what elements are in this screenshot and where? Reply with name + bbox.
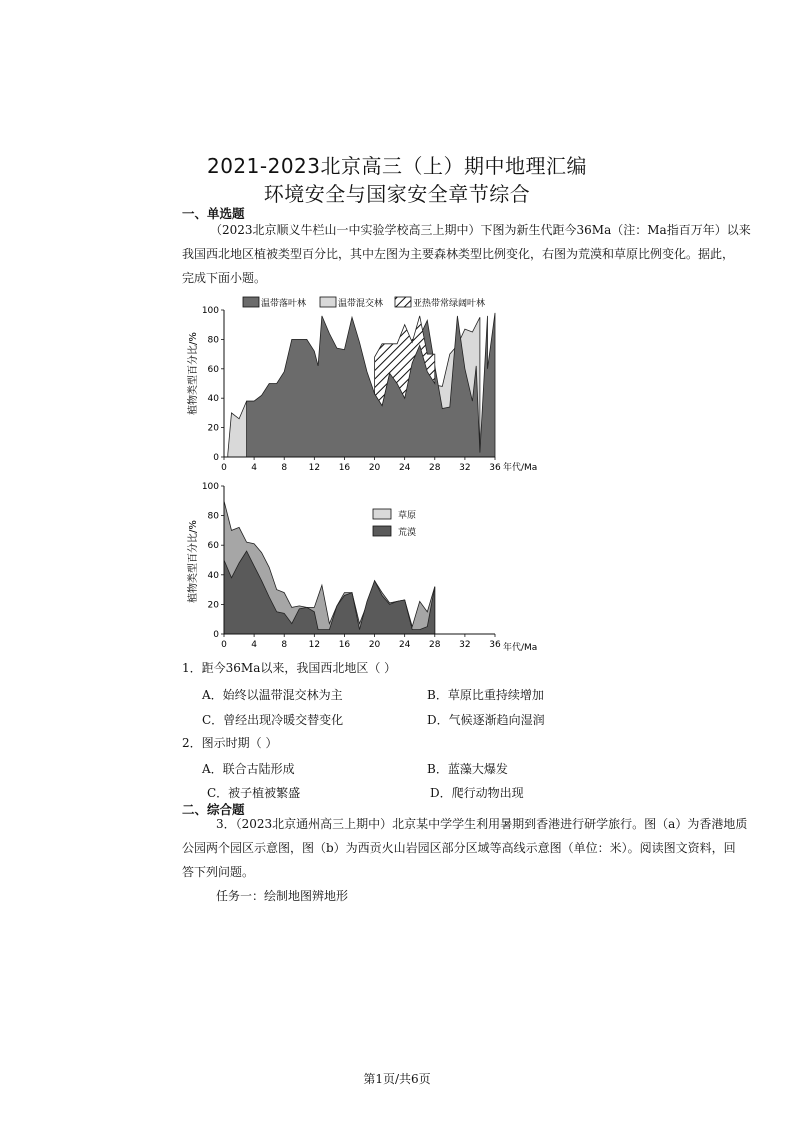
q1-option-c[interactable]: C．曾经出现冷暖交替变化 — [202, 713, 344, 727]
y-tick-label: 0 — [213, 453, 219, 463]
y-tick-label: 20 — [207, 600, 219, 611]
section-heading-single-choice: 一、单选题 — [182, 206, 245, 221]
q1-option-a[interactable]: A．始终以温带混交林为主 — [202, 688, 343, 702]
y-tick-label: 100 — [201, 306, 219, 316]
y-tick-label: 0 — [213, 630, 219, 640]
area-temperate-deciduous-forest — [247, 313, 495, 457]
q1-option-b[interactable]: B．草原比重持续增加 — [427, 688, 544, 702]
x-tick-label: 32 — [459, 640, 471, 650]
forest-type-chart — [180, 293, 550, 473]
y-tick-label: 80 — [207, 335, 219, 346]
q2-option-a[interactable]: A．联合古陆形成 — [202, 762, 295, 776]
q2-option-b[interactable]: B．蓝藻大爆发 — [427, 762, 508, 776]
document-title: 2021-2023北京高三（上）期中地理汇编 — [206, 154, 587, 178]
x-tick-label: 28 — [429, 463, 441, 473]
x-tick-label: 0 — [221, 640, 227, 650]
x-axis-label: 年代/Ma — [503, 463, 538, 473]
x-tick-label: 8 — [281, 640, 288, 650]
task-1-heading: 任务一：绘制地图辨地形 — [216, 889, 349, 903]
intro-line-3: 完成下面小题。 — [182, 271, 267, 285]
y-tick-label: 20 — [207, 423, 219, 434]
x-tick-label: 36 — [489, 463, 501, 473]
x-tick-label: 24 — [398, 463, 411, 473]
legend-swatch-desert — [373, 526, 391, 536]
intro-line-2: 我国西北地区植被类型百分比，其中左图为主要森林类型比例变化，右图为荒漠和草原比例变化。据此， — [182, 247, 735, 261]
y-tick-label: 80 — [207, 511, 219, 522]
y-axis-label: 植物类型百分比/% — [188, 332, 199, 415]
x-tick-label: 20 — [368, 640, 381, 650]
x-tick-label: 0 — [221, 463, 227, 473]
y-tick-label: 40 — [207, 570, 219, 581]
legend-label-temperate-mixed: 温带混交林 — [338, 299, 384, 309]
x-tick-label: 28 — [429, 640, 441, 650]
x-tick-label: 12 — [308, 463, 321, 473]
x-tick-label: 24 — [398, 640, 411, 650]
x-axis-label: 年代/Ma — [503, 643, 538, 653]
legend-swatch-grassland — [373, 509, 391, 519]
document-subtitle: 环境安全与国家安全章节综合 — [263, 182, 531, 206]
question-2: 2．图示时期（ ） — [182, 736, 278, 750]
x-tick-label: 4 — [251, 640, 257, 650]
y-axis-label: 植物类型百分比/% — [188, 520, 199, 603]
x-tick-label: 12 — [308, 640, 321, 650]
legend-swatch-temperate-mixed — [320, 297, 336, 307]
intro-line-1: （2023北京顺义牛栏山一中实验学校高三上期中）下图为新生代距今36Ma（注：Ma指百万年）以来 — [210, 223, 751, 237]
x-tick-label: 8 — [281, 463, 288, 473]
legend-swatch-temperate-deciduous — [243, 297, 259, 307]
y-tick-label: 60 — [207, 541, 219, 552]
y-tick-label: 60 — [207, 364, 219, 375]
x-tick-label: 16 — [338, 640, 351, 650]
page-number: 第1页/共6页 — [363, 1072, 431, 1086]
legend-label-grassland: 草原 — [398, 511, 417, 521]
q2-option-c[interactable]: C．被子植被繁盛 — [207, 786, 301, 800]
q3-line-3: 答下列问题。 — [182, 865, 255, 879]
x-tick-label: 4 — [251, 463, 257, 473]
y-tick-label: 40 — [207, 394, 219, 405]
x-tick-label: 32 — [459, 463, 471, 473]
section-heading-comprehensive: 二、综合题 — [182, 802, 245, 817]
q1-option-d[interactable]: D．气候逐渐趋向湿润 — [427, 713, 545, 727]
legend-label-desert: 荒漠 — [398, 528, 417, 538]
legend-swatch-subtropical-evergreen — [395, 297, 411, 307]
q2-option-d[interactable]: D．爬行动物出现 — [430, 786, 524, 800]
x-tick-label: 20 — [368, 463, 381, 473]
q3-line-1: 3．（2023北京通州高三上期中）北京某中学学生利用暑期到香港进行研学旅行。图（a）为香港地质 — [216, 817, 748, 831]
x-tick-label: 36 — [489, 640, 501, 650]
grassland-desert-chart — [180, 478, 550, 656]
legend-label-subtropical-evergreen: 亚热带常绿阔叶林 — [413, 299, 486, 309]
legend-label-temperate-deciduous: 温带落叶林 — [261, 299, 307, 309]
y-tick-label: 100 — [201, 482, 219, 492]
question-1: 1．距今36Ma以来，我国西北地区（ ） — [182, 661, 397, 675]
x-tick-label: 16 — [338, 463, 351, 473]
q3-line-2: 公园两个园区示意图，图（b）为西贡火山岩园区部分区域等高线示意图（单位：米）。阅读图文资料，回 — [182, 841, 736, 855]
